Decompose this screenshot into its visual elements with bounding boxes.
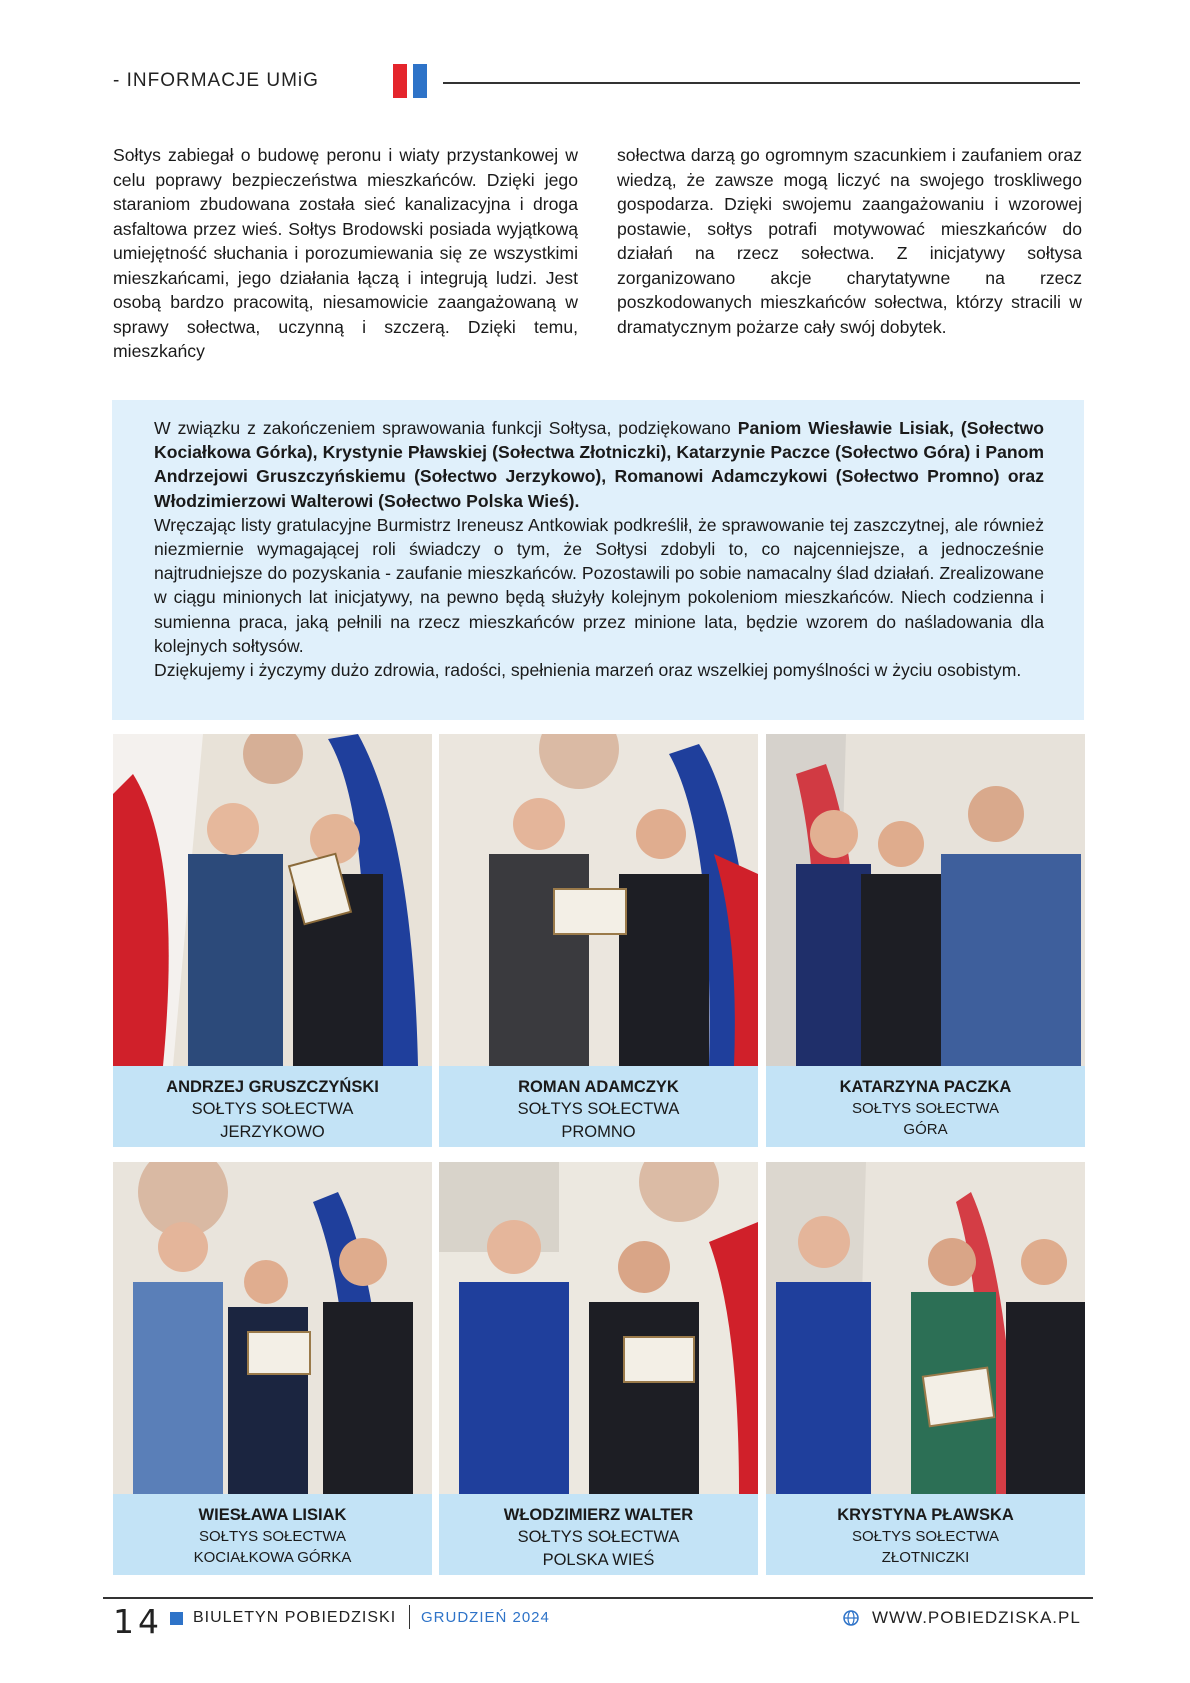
issue-date: GRUDZIEŃ 2024: [421, 1609, 550, 1626]
ceremony-photo: [766, 734, 1085, 1066]
ceremony-photo: [439, 734, 758, 1066]
thanks-names: Paniom Wiesławie Lisiak, (Sołectwo Kociałkowa Górka), Krystynie Pławskiej (Sołectwa Złotniczki), Katarzynie Paczce (Sołectwo Góra) i Panom Andrzejowi Gruszczyńskiemu (Sołectwo Jerzykowo), Romanowi Adamczykowi (Sołectwo Promno) oraz Włodzimierzowi Walterowi (Sołectwo Polska Wieś).: [154, 418, 1044, 511]
person-role: SOŁTYS SOŁECTWA: [852, 1528, 999, 1545]
photo-caption: [113, 1494, 432, 1575]
person-village: JERZYKOWO: [220, 1123, 325, 1141]
website-link[interactable]: WWW.POBIEDZISKA.PL: [872, 1608, 1081, 1627]
person-village: POLSKA WIEŚ: [542, 1551, 655, 1569]
publication-name: BIULETYN POBIEDZISKI: [193, 1609, 397, 1626]
ceremony-photo: [113, 734, 432, 1066]
flag-blue-stripe: [413, 64, 427, 98]
header-divider: [443, 82, 1080, 84]
person-role: SOŁTYS SOŁECTWA: [852, 1100, 999, 1117]
person-name: ROMAN ADAMCZYK: [518, 1078, 679, 1096]
photo-caption: [766, 1066, 1085, 1147]
photo-caption: [113, 1066, 432, 1147]
person-name: KATARZYNA PACZKA: [839, 1078, 1012, 1096]
thanks-paragraph-1: [154, 416, 1044, 513]
flag-red-stripe: [393, 64, 407, 98]
person-role: SOŁTYS SOŁECTWA: [199, 1528, 346, 1545]
person-name: KRYSTYNA PŁAWSKA: [837, 1506, 1014, 1524]
person-name: WŁODZIMIERZ WALTER: [503, 1506, 694, 1524]
person-name: WIESŁAWA LISIAK: [198, 1506, 347, 1524]
ceremony-photo: [113, 1162, 432, 1494]
intro-column-right: sołectwa darzą go ogromnym szacunkiem i zaufaniem oraz wiedzą, że zawsze mogą liczyć na swojego troskliwego gospodarza. Dzięki swojemu zaangażowaniu i wzorowej postawie, sołtys potrafi motywować mieszkańców do działań na rzecz sołectwa. Z inicjatywy sołtysa zorganizowano akcje charytatywne na rzecz poszkodowanych mieszkańców sołectwa, którzy stracili w dramatycznym pożarze cały swój dobytek.: [617, 145, 1082, 337]
footer-separator: [409, 1605, 410, 1629]
ceremony-photo: [766, 1162, 1085, 1494]
section-title: - INFORMACJE UMiG: [113, 70, 319, 91]
footer-square-icon: [170, 1612, 183, 1625]
person-role: SOŁTYS SOŁECTWA: [191, 1100, 354, 1118]
intro-column-left: Sołtys zabiegał o budowę peronu i wiaty przystankowej w celu poprawy bezpieczeństwa mieszkańców. Dzięki jego staraniom zbudowana została sieć kanalizacyjna i droga asfaltowa przez wieś. Sołtys Brodowski posiada wyjątkową umiejętność słuchania i porozumiewania się ze wszystkimi mieszkańcami, jego działania łączą i integrują ludzi. Jest osobą bardzo pracowitą, niesamowicie zaangażowaną w sprawy sołectwa, uczynną i szczerą. Dzięki temu, mieszkańcy: [113, 145, 578, 361]
ceremony-photo: [439, 1162, 758, 1494]
photo-caption: [439, 1066, 758, 1147]
thanks-paragraph-2: Wręczając listy gratulacyjne Burmistrz Ireneusz Antkowiak podkreślił, że sprawowanie tej zaszczytnej, ale również niezmiernie wymagającej roli świadczy o tym, że Sołtysi zdobyli to, co najcenniejsze, a jednocześnie najtrudniejsze do pozyskania - zaufanie mieszkańców. Pozostawili po sobie namacalny ślad działań. Zrealizowane w ciągu minionych lat inicjatywy, na pewno będą służyły kolejnym pokoleniom mieszkańców. Niech codzienna i sumienna praca, jaką pełnili na rzecz mieszkańców przez minione lata, będzie wzorem do naśladowania dla kolejnych sołtysów.: [154, 514, 1044, 656]
thanks-lead: W związku z zakończeniem sprawowania funkcji Sołtysa, podziękowano: [154, 418, 738, 438]
photo-caption: [766, 1494, 1085, 1575]
person-role: SOŁTYS SOŁECTWA: [517, 1100, 680, 1118]
globe-icon: [843, 1610, 859, 1626]
person-village: KOCIAŁKOWA GÓRKA: [193, 1549, 352, 1566]
footer-divider: [103, 1597, 1093, 1599]
person-village: ZŁOTNICZKI: [881, 1549, 970, 1566]
photo-caption: [439, 1494, 758, 1575]
thanks-paragraph-3: Dziękujemy i życzymy dużo zdrowia, radości, spełnienia marzeń oraz wszelkiej pomyślności w życiu osobistym.: [154, 660, 1022, 681]
thanks-box: [112, 400, 1084, 720]
person-role: SOŁTYS SOŁECTWA: [517, 1528, 680, 1546]
person-village: PROMNO: [561, 1123, 636, 1141]
page-number: 14: [113, 1602, 163, 1641]
person-village: GÓRA: [903, 1121, 948, 1138]
person-name: ANDRZEJ GRUSZCZYŃSKI: [166, 1078, 379, 1096]
